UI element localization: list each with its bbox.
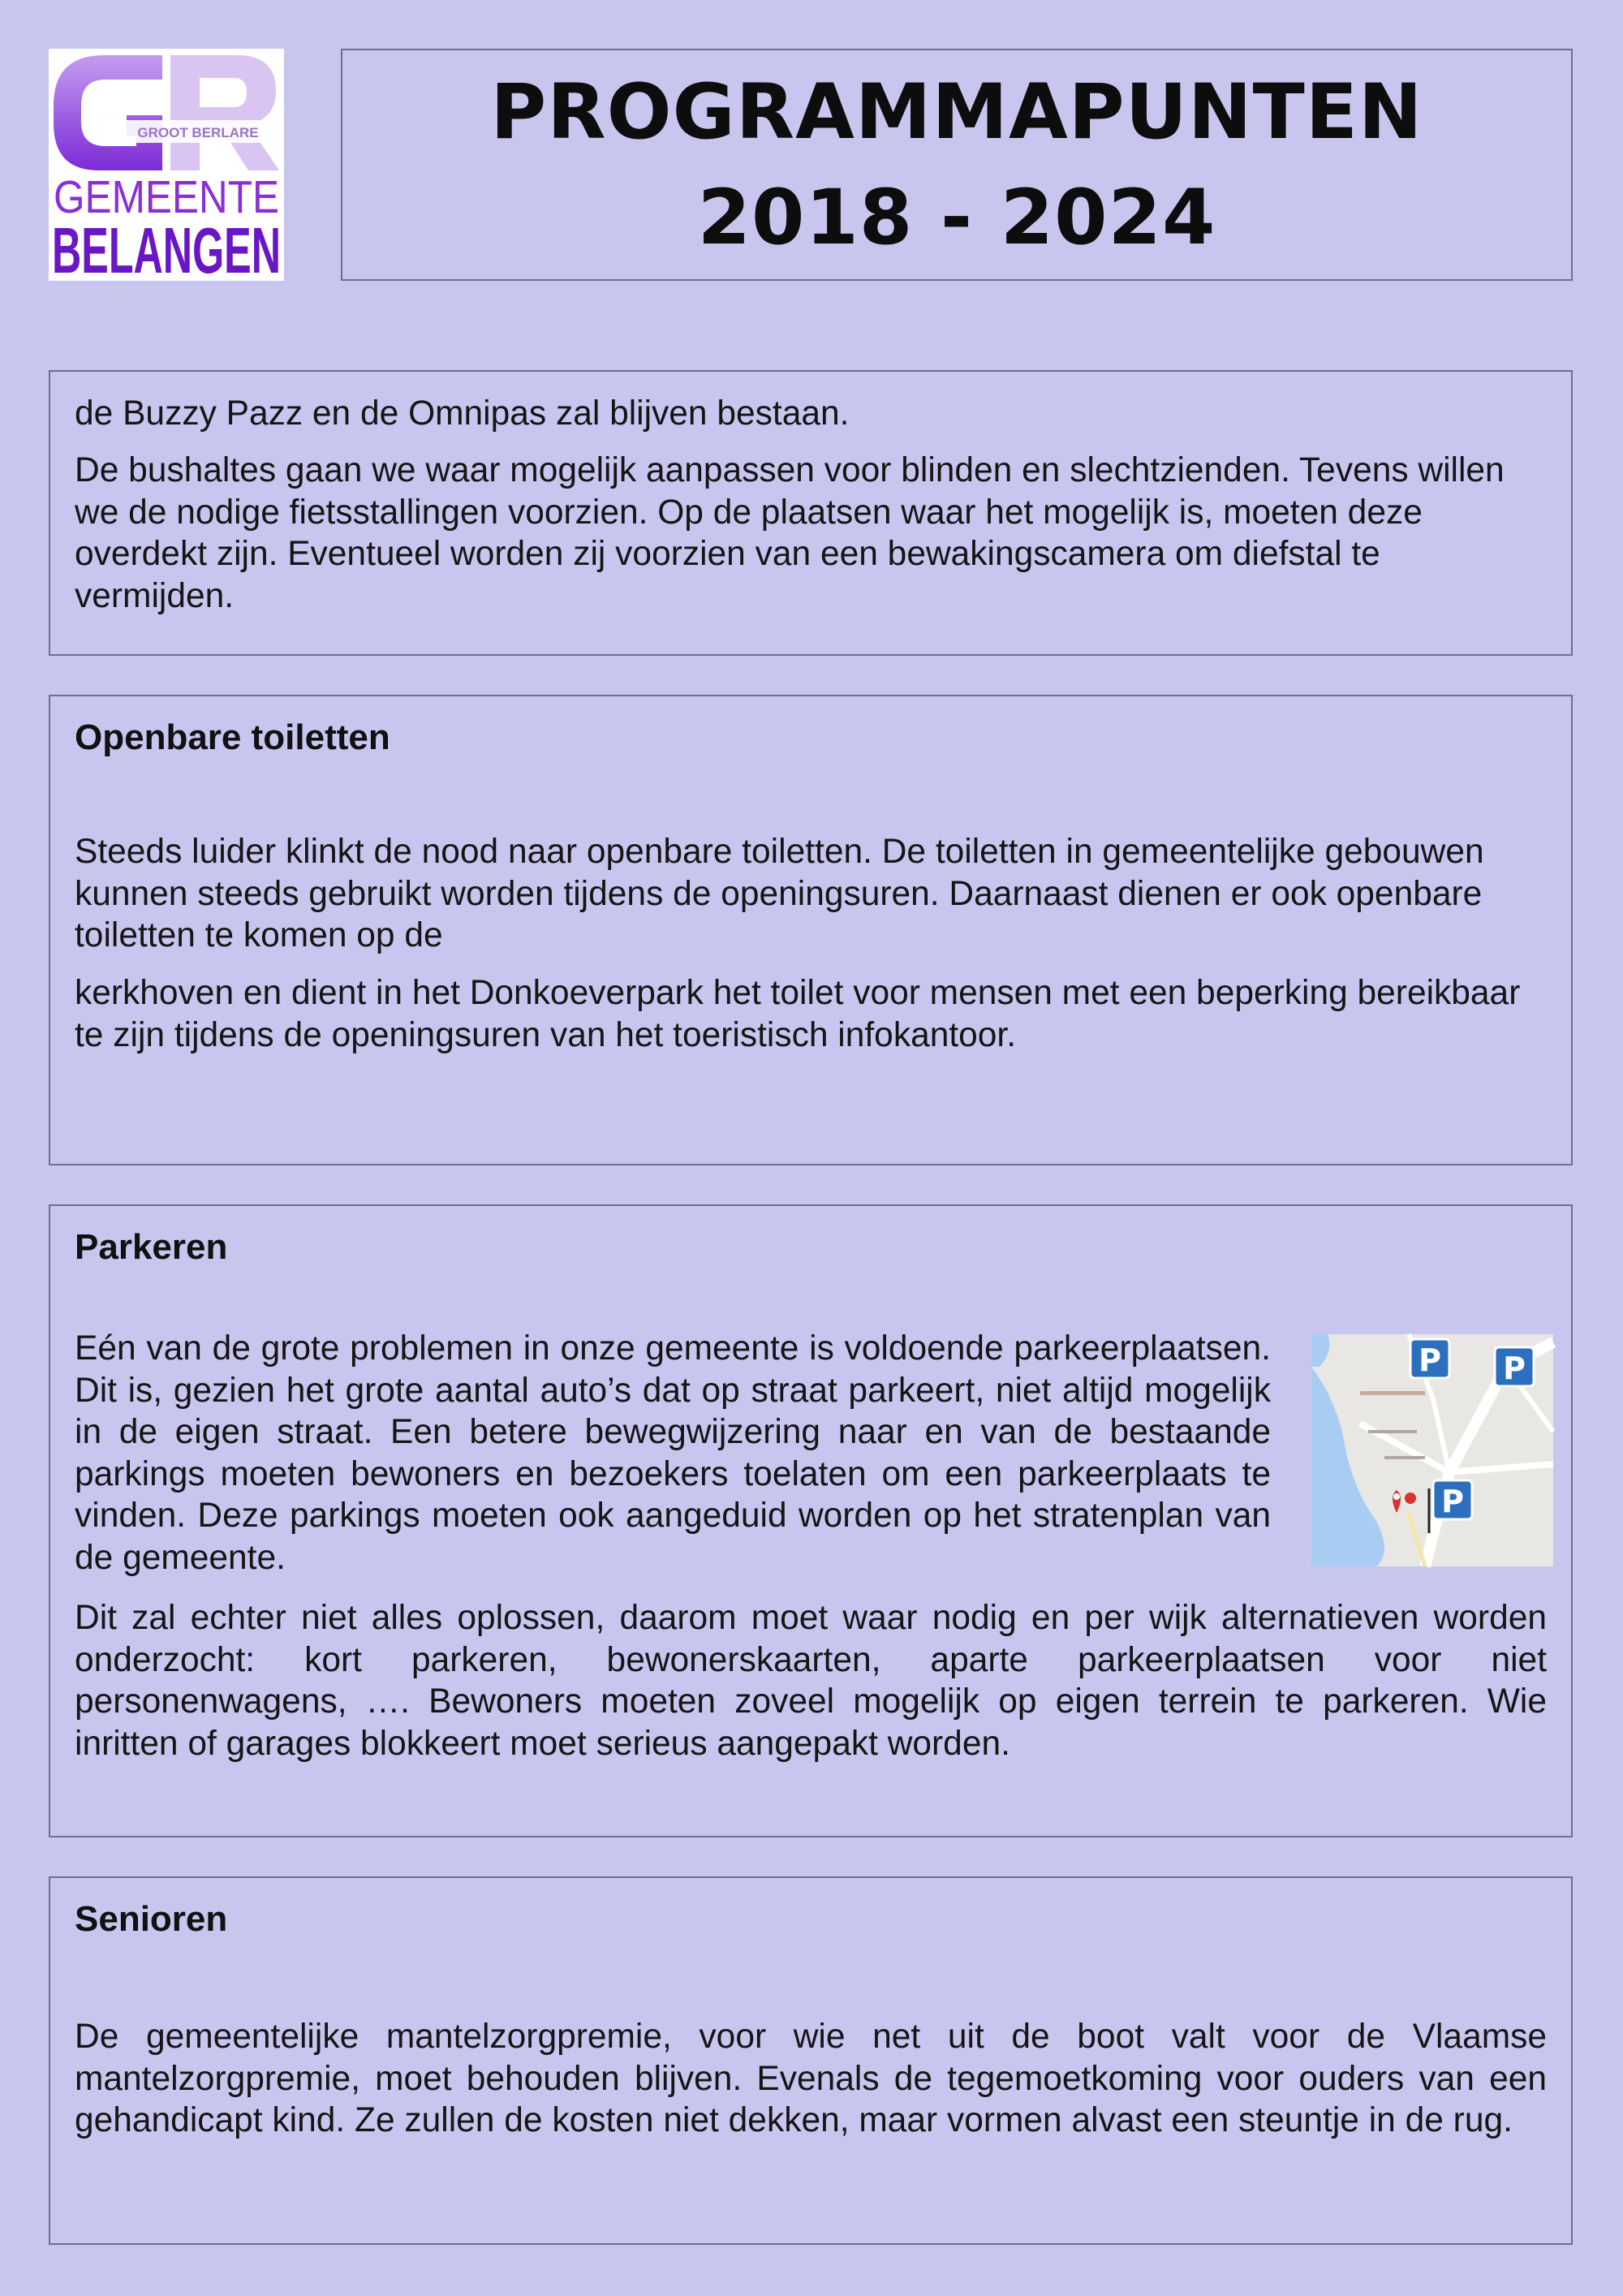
svg-text:P: P [1441, 1484, 1464, 1519]
parking-paragraph: Dit zal echter niet alles oplossen, daarom moet waar nodig en per wijk alternatieven worden onderzocht: kort parkeren, bewonerskaarten, aparte parkeerplaatsen voor niet personenwagens, …. Bewoners moeten zoveel mogelijk op eigen terrein te parkeren. Wie inritten of garages blokkeert moet serieus aangepakt worden. [75, 1599, 1547, 1763]
logo-graphic [49, 49, 284, 286]
section-heading-toilets: Openbare toiletten [75, 717, 390, 757]
parking-section [49, 1204, 1573, 1837]
toilets-paragraph: kerkhoven en dient in het Donkoeverpark het toilet voor mensen met een beperking bereikbaar te zijn tijdens de openingsuren van het toeristisch infokantoor. [75, 974, 1521, 1054]
seniors-section [49, 1876, 1573, 2245]
page-title: PROGRAMMAPUNTEN [490, 68, 1423, 157]
intro-paragraph: de Buzzy Pazz en de Omnipas zal blijven bestaan. [75, 394, 850, 433]
toilets-section [49, 695, 1573, 1165]
parking-map-image [1311, 1334, 1553, 1566]
intro-paragraph: De bushaltes gaan we waar mogelijk aanpassen voor blinden en slechtzienden. Tevens willen we de nodige fietsstallingen voorzien. Op de plaatsen waar het mogelijk is, moeten deze overdekt zijn. Eventueel worden zij voorzien van een bewakingscamera om diefstal te vermijden. [75, 451, 1505, 615]
logo-word-belangen: BELANGEN [52, 214, 281, 286]
page-subtitle-years: 2018 - 2024 [697, 174, 1216, 262]
title-box [341, 49, 1573, 281]
logo-tagline: GROOT BERLARE [137, 125, 259, 140]
parking-paragraph: Eén van de grote problemen in onze gemeente is voldoende parkeerplaatsen. Dit is, gezien het grote aantal auto’s dat op straat parkeert, niet altijd mogelijk in de eigen straat. Een betere bewegwijzering naar en van de bestaande parkings moeten bewoners en bezoekers toelaten om een parkeerplaats te vinden. Deze parkings moeten ook aangeduid worden op het stratenplan van de gemeente. [75, 1329, 1271, 1577]
section-heading-seniors: Senioren [75, 1899, 228, 1939]
logo [49, 49, 284, 286]
parking-sign-icon [1410, 1339, 1449, 1378]
logo-word-gemeente: GEMEENTE [54, 171, 279, 223]
svg-text:P: P [1419, 1342, 1441, 1378]
toilets-paragraph: Steeds luider klinkt de nood naar openbare toiletten. De toiletten in gemeentelijke gebouwen kunnen steeds gebruikt worden tijdens de openingsuren. Daarnaast dienen er ook openbare toiletten te komen op de [75, 833, 1484, 954]
seniors-paragraph: De gemeentelijke mantelzorgpremie, voor wie net uit de boot valt voor de Vlaamse mantelzorgpremie, moet behouden blijven. Evenals de tegemoetkoming voor ouders van een gehandicapt kind. Ze zullen de kosten niet dekken, maar vormen alvast een steuntje in de rug. [75, 2018, 1547, 2139]
intro-section [49, 370, 1573, 656]
parking-sign-icon [1433, 1480, 1472, 1519]
section-heading-parking: Parkeren [75, 1227, 228, 1267]
svg-text:P: P [1503, 1350, 1526, 1386]
parking-sign-icon [1495, 1347, 1534, 1386]
